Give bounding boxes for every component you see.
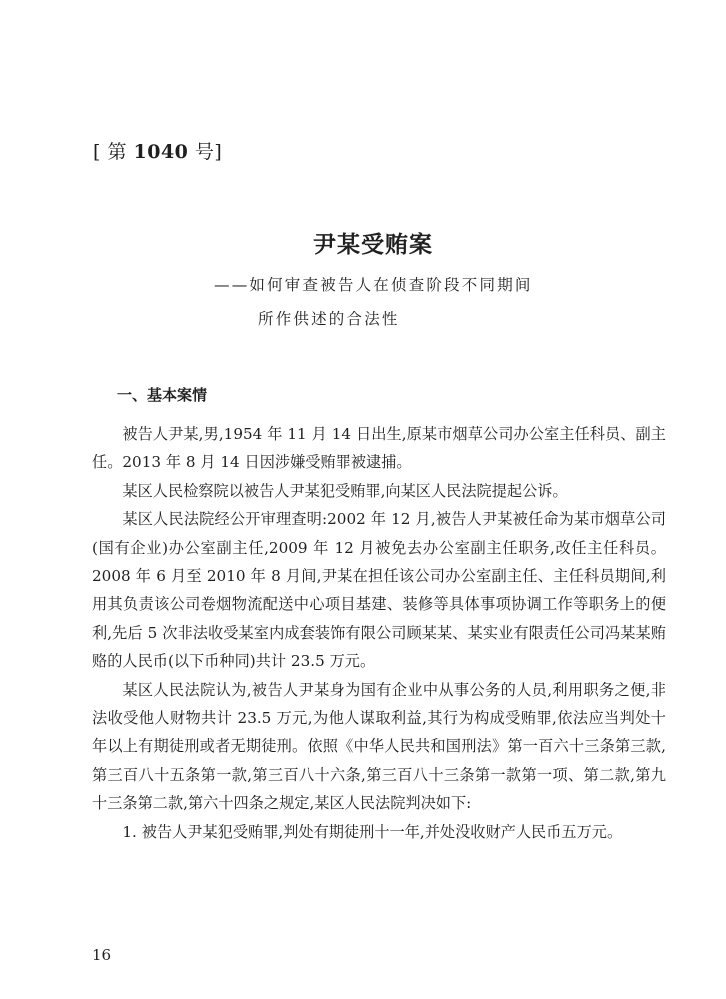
paragraph: 某区人民法院经公开审理查明:2002 年 12 月,被告人尹某被任命为某市烟草公司(国有企业)办公室副主任,2009 年 12 月被免去办公室副主任职务,改任主任科员。2008 年 6 月至 2010 年 8 月间,尹某在担任该公司办公室副主任、主任科员期间,利用其负责该公司卷烟物流配送中心项目基建、装修等具体事项协调工作等职务上的便利,先后 5 次非法收受某室内成套装饰有限公司顾某某、某实业有限责任公司冯某某贿赂的人民币(以下币种同)共计 23.5 万元。 [92, 510, 666, 671]
subtitle-line-1: ——如何审查被告人在侦查阶段不同期间 [214, 276, 533, 294]
paragraph: 某区人民法院认为,被告人尹某身为国有企业中从事公务的人员,利用职务之便,非法收受他人财物共计 23.5 万元,为他人谋取利益,其行为构成受贿罪,依法应当判处十年以上有期徒刑或者无期徒刑。依照《中华人民共和国刑法》第一百六十三条第三款,第三百八十五条第一款,第三百八十六条,第三百八十三条第一款第一项、第二款,第九十三条第二款,第六十四条之规定,某区人民法院判决如下: [92, 680, 666, 813]
paragraph: 1. 被告人尹某犯受贿罪,判处有期徒刑十一年,并处没收财产人民币五万元。 [122, 822, 623, 841]
paragraph: 某区人民检察院以被告人尹某犯受贿罪,向某区人民法院提起公诉。 [122, 481, 568, 500]
subtitle-line-2: 所作供述的合法性 [258, 310, 400, 328]
case-number-prefix: [ 第 [93, 141, 134, 163]
body-text [92, 420, 666, 846]
case-number-value: 1040 [133, 141, 189, 163]
page-number: 16 [92, 946, 112, 964]
paragraph: 被告人尹某,男,1954 年 11 月 14 日出生,原某市烟草公司办公室主任科员、副主任。2013 年 8 月 14 日因涉嫌受贿罪被逮捕。 [92, 425, 666, 472]
case-title: 尹某受贿案 [313, 231, 433, 258]
case-number [93, 137, 222, 164]
case-number-suffix: 号] [188, 141, 223, 163]
section-heading: 一、基本案情 [117, 386, 208, 404]
